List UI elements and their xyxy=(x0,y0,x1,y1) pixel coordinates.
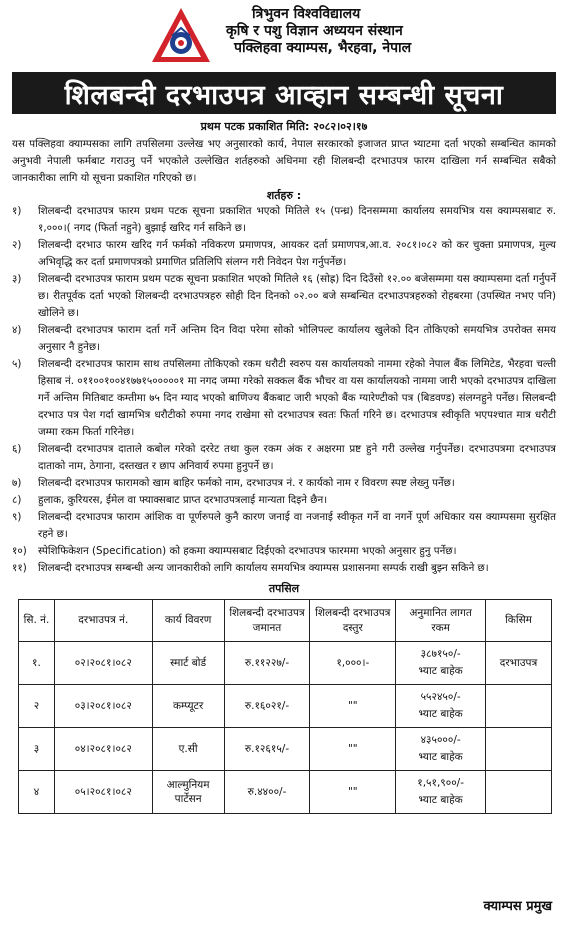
university-emblem-icon xyxy=(150,6,212,68)
cell-fee: १,०००।- xyxy=(310,642,396,685)
condition-item: २) शिलबन्दी दरभाउ फारम खरिद गर्न फर्मको नविकरण प्रमाणपत्र, आयकर दर्ता प्रमाणपत्र,आ.व. २०८१।०८२ को कर चुक्ता प्रमाणपत्र, मुल्य अभिवृद्धि कर दर्ता प्रमाणपत्रको प्रमाणित प्रतिलिपि संलग्न गरी निवेदन पेश गर्नुपर्नेछ। xyxy=(12,239,556,268)
publication-date xyxy=(12,120,556,134)
conditions-title: शर्तहरु : xyxy=(266,189,302,202)
cell-type xyxy=(486,771,552,814)
letterhead xyxy=(12,0,556,70)
cell-deposit: रु.१६०२१/- xyxy=(224,685,310,728)
cell-serial: २ xyxy=(19,685,55,728)
header-work-description: कार्य विवरण xyxy=(152,600,224,642)
publication-label: प्रथम पटक प्रकाशित मिति: xyxy=(200,120,310,133)
condition-item: ९) शिलबन्दी दरभाउपत्र फाराम आंशिक वा पूर्णरुपले कुनै कारण जनाई वा नजनाई स्वीकृत गर्ने वा नगर्ने पूर्ण अधिकार यस क्याम्पसमा सुरक्षित रहने छ। xyxy=(12,511,556,540)
condition-item: ८) हुलाक, कुरियरस, ईमेल वा फ्याक्सबाट प्राप्त दरभाउपत्रलाई मान्यता दिइने छैन। xyxy=(12,494,328,506)
cell-estimate: ५५२४५०/- भ्याट बाहेक xyxy=(396,685,486,728)
notice-title: शिलबन्दी दरभाउपत्र आव्हान सम्बन्धी सूचना xyxy=(12,72,556,114)
schedule-table xyxy=(18,599,552,814)
university-name: त्रिभुवन विश्वविद्यालय xyxy=(252,6,361,22)
table-row xyxy=(19,771,552,814)
cell-bid-number: ०२।२०८१।०८२ xyxy=(54,642,152,685)
cell-serial: ४ xyxy=(19,771,55,814)
cell-estimate: ४३५०००/- भ्याट बाहेक xyxy=(396,728,486,771)
condition-item: ५) शिलबन्दी दरभाउपत्र फाराम साथ तपसिलमा तोकिएको रकम धरौटी स्वरुप यस कार्यालयको नाममा रहेको नेपाल बैंक लिमिटेड, भैरहवा चल्ती हिसाब नं. ०११००१००४१७७१५०००००१ मा नगद जम्मा गरेको सक्कल बैंक भौचर वा यस कार्यालयको नाममा जारी भएको दरभाउपत्र दाखिला गर्ने अन्तिम मितिबाट कम्तीमा ७५ दिन म्याद भएको बाणिज्य बैंकबाट जारी भएको बैंक ग्यारेण्टीको पत्र (बिडवण्ड) संलग्नहुने पर्नेछ। सिलबन्दी दरभाउ पत्र पेश गर्दा खामभित्र धरौटीको रुपमा नगद राखेमा सो दरभाउपत्र स्वतः फिर्ता गरिने छ। दरभाउपत्र स्वीकृति भएपश्चात मात्र धरौटी जम्मा रकम फिर्ता गरिनेछ। xyxy=(12,358,556,438)
condition-item: ६) शिलबन्दी दरभाउपत्र दाताले कबोल गरेको दररेट तथा कुल रकम अंक र अक्षरमा प्रष्ट हुने गरी उल्लेख गर्नुपर्नेछ। दरभाउपत्रमा दरभाउपत्र दाताको नाम, ठेगाना, दस्तखत र छाप अनिवार्य रुपमा हुनुपर्ने छ। xyxy=(12,443,556,472)
cell-serial: ३ xyxy=(19,728,55,771)
header-bid-security: शिलबन्दी दरभाउपत्र जमानत xyxy=(224,600,310,642)
cell-fee: "" xyxy=(310,685,396,728)
header-type: किसिम xyxy=(486,600,552,642)
institute-name: कृषि र पशु विज्ञान अध्ययन संस्थान xyxy=(226,23,403,39)
cell-deposit: रु.११२२७/- xyxy=(224,642,310,685)
condition-item: ७) शिलबन्दी दरभाउपत्र फारामको खाम बाहिर फर्मको नाम, दरभाउपत्र नं. र कार्यको नाम र विवरण स्पष्ट लेख्नु पर्नेछ। xyxy=(12,477,455,489)
header-bid-number: दरभाउपत्र नं. xyxy=(54,600,152,642)
table-row xyxy=(19,685,552,728)
intro-paragraph: यस पक्लिहवा क्याम्पसका लागि तपसिलमा उल्लेख भए अनुसारको कार्य, नेपाल सरकारको इजाजत प्राप्त भ्याटमा दर्ता भएको सम्बन्धित कामको अनुभवी नेपाली फर्मबाट गराउनु पर्ने भएकोले उल्लेखित शर्तहरुको अधिनमा रही शिलबन्दी दरभाउपत्र फारम दाखिला गर्न सम्बन्धित सबैको जानकारीका लागि यो सूचना प्रकाशित गरिएको छ। xyxy=(12,138,556,184)
cell-serial: १. xyxy=(19,642,55,685)
cell-fee: "" xyxy=(310,771,396,814)
cell-estimate: ३८७१५०/- भ्याट बाहेक xyxy=(396,642,486,685)
cell-type: दरभाउपत्र xyxy=(486,642,552,685)
condition-item: ३) शिलबन्दी दरभाउपत्र फाराम प्रथम पटक सूचना प्रकाशित भएको मितिले १६ (सोह्र) दिन दिउँसो १२.०० बजेसम्ममा यस क्याम्पसमा दर्ता गर्नुपर्ने छ। रीतपूर्वक दर्ता भएको शिलबन्दी दरभाउपत्रहरु सोही दिन दिनको ०२.०० बजे सम्बन्धित दरभाउपत्रहरुको रोहबरमा (उपस्थित नभए पनि) खोलिने छ। xyxy=(12,273,556,319)
cell-fee: "" xyxy=(310,728,396,771)
header-estimated-cost: अनुमानित लागत रकम xyxy=(396,600,486,642)
table-header-row xyxy=(19,600,552,642)
cell-type xyxy=(486,728,552,771)
cell-deposit: रु.४४००/- xyxy=(224,771,310,814)
cell-work: ए.सी xyxy=(152,728,224,771)
cell-bid-number: ०५।२०८१।०८२ xyxy=(54,771,152,814)
schedule-title: तपसिल xyxy=(268,582,300,595)
condition-item: ११) शिलबन्दी दरभाउपत्र सम्बन्धी अन्य जानकारीको लागि कार्यालय समयभित्र क्याम्पस प्रशासनमा सम्पर्क राखी बुझ्न सकिने छ। xyxy=(12,562,489,574)
cell-work: कम्प्यूटर xyxy=(152,685,224,728)
cell-type xyxy=(486,685,552,728)
condition-item: ४) शिलबन्दी दरभाउपत्र फाराम दर्ता गर्ने अन्तिम दिन विदा परेमा सोको भोलिपल्ट कार्यालय खुलेको दिन तोकिएको समयभित्र उपरोक्त समय अनुसार नै हुनेछ। xyxy=(12,324,556,353)
conditions-list xyxy=(12,203,556,577)
cell-work: आल्मुनियम पार्टेसन xyxy=(152,771,224,814)
cell-bid-number: ०३।२०८१।०८२ xyxy=(54,685,152,728)
campus-name: पक्लिहवा क्याम्पस, भैरहवा, नेपाल xyxy=(234,40,412,56)
cell-bid-number: ०४।२०८१।०८२ xyxy=(54,728,152,771)
header-serial: सि. नं. xyxy=(19,600,55,642)
header-bid-fee: शिलबन्दी दरभाउपत्र दस्तुर xyxy=(310,600,396,642)
publication-date-value: २०८२।०२।१७ xyxy=(313,120,368,133)
cell-estimate: १,५१,९००/- भ्याट बाहेक xyxy=(396,771,486,814)
signature-campus-chief: क्याम्पस प्रमुख xyxy=(483,899,552,914)
condition-item: १०) स्पेशिफिकेशन (Specification) को हकमा क्याम्पसबाट दिईएको दरभाउपत्र फारममा भएको अनुसार हुनु पर्नेछ। xyxy=(12,545,457,557)
condition-item: १) शिलबन्दी दरभाउपत्र फारम प्रथम पटक सूचना प्रकाशित भएको मितिले १५ (पन्ध्र) दिनसम्ममा कार्यालय समयभित्र यस क्याम्पसबाट रु. १,०००।( नगद (फिर्ता नहुने) बुझाई खरिद गर्न सकिने छ। xyxy=(12,205,556,234)
cell-deposit: रु.१२६१५/- xyxy=(224,728,310,771)
cell-work: स्मार्ट बोर्ड xyxy=(152,642,224,685)
institution-name xyxy=(226,6,556,57)
table-row xyxy=(19,728,552,771)
table-row xyxy=(19,642,552,685)
